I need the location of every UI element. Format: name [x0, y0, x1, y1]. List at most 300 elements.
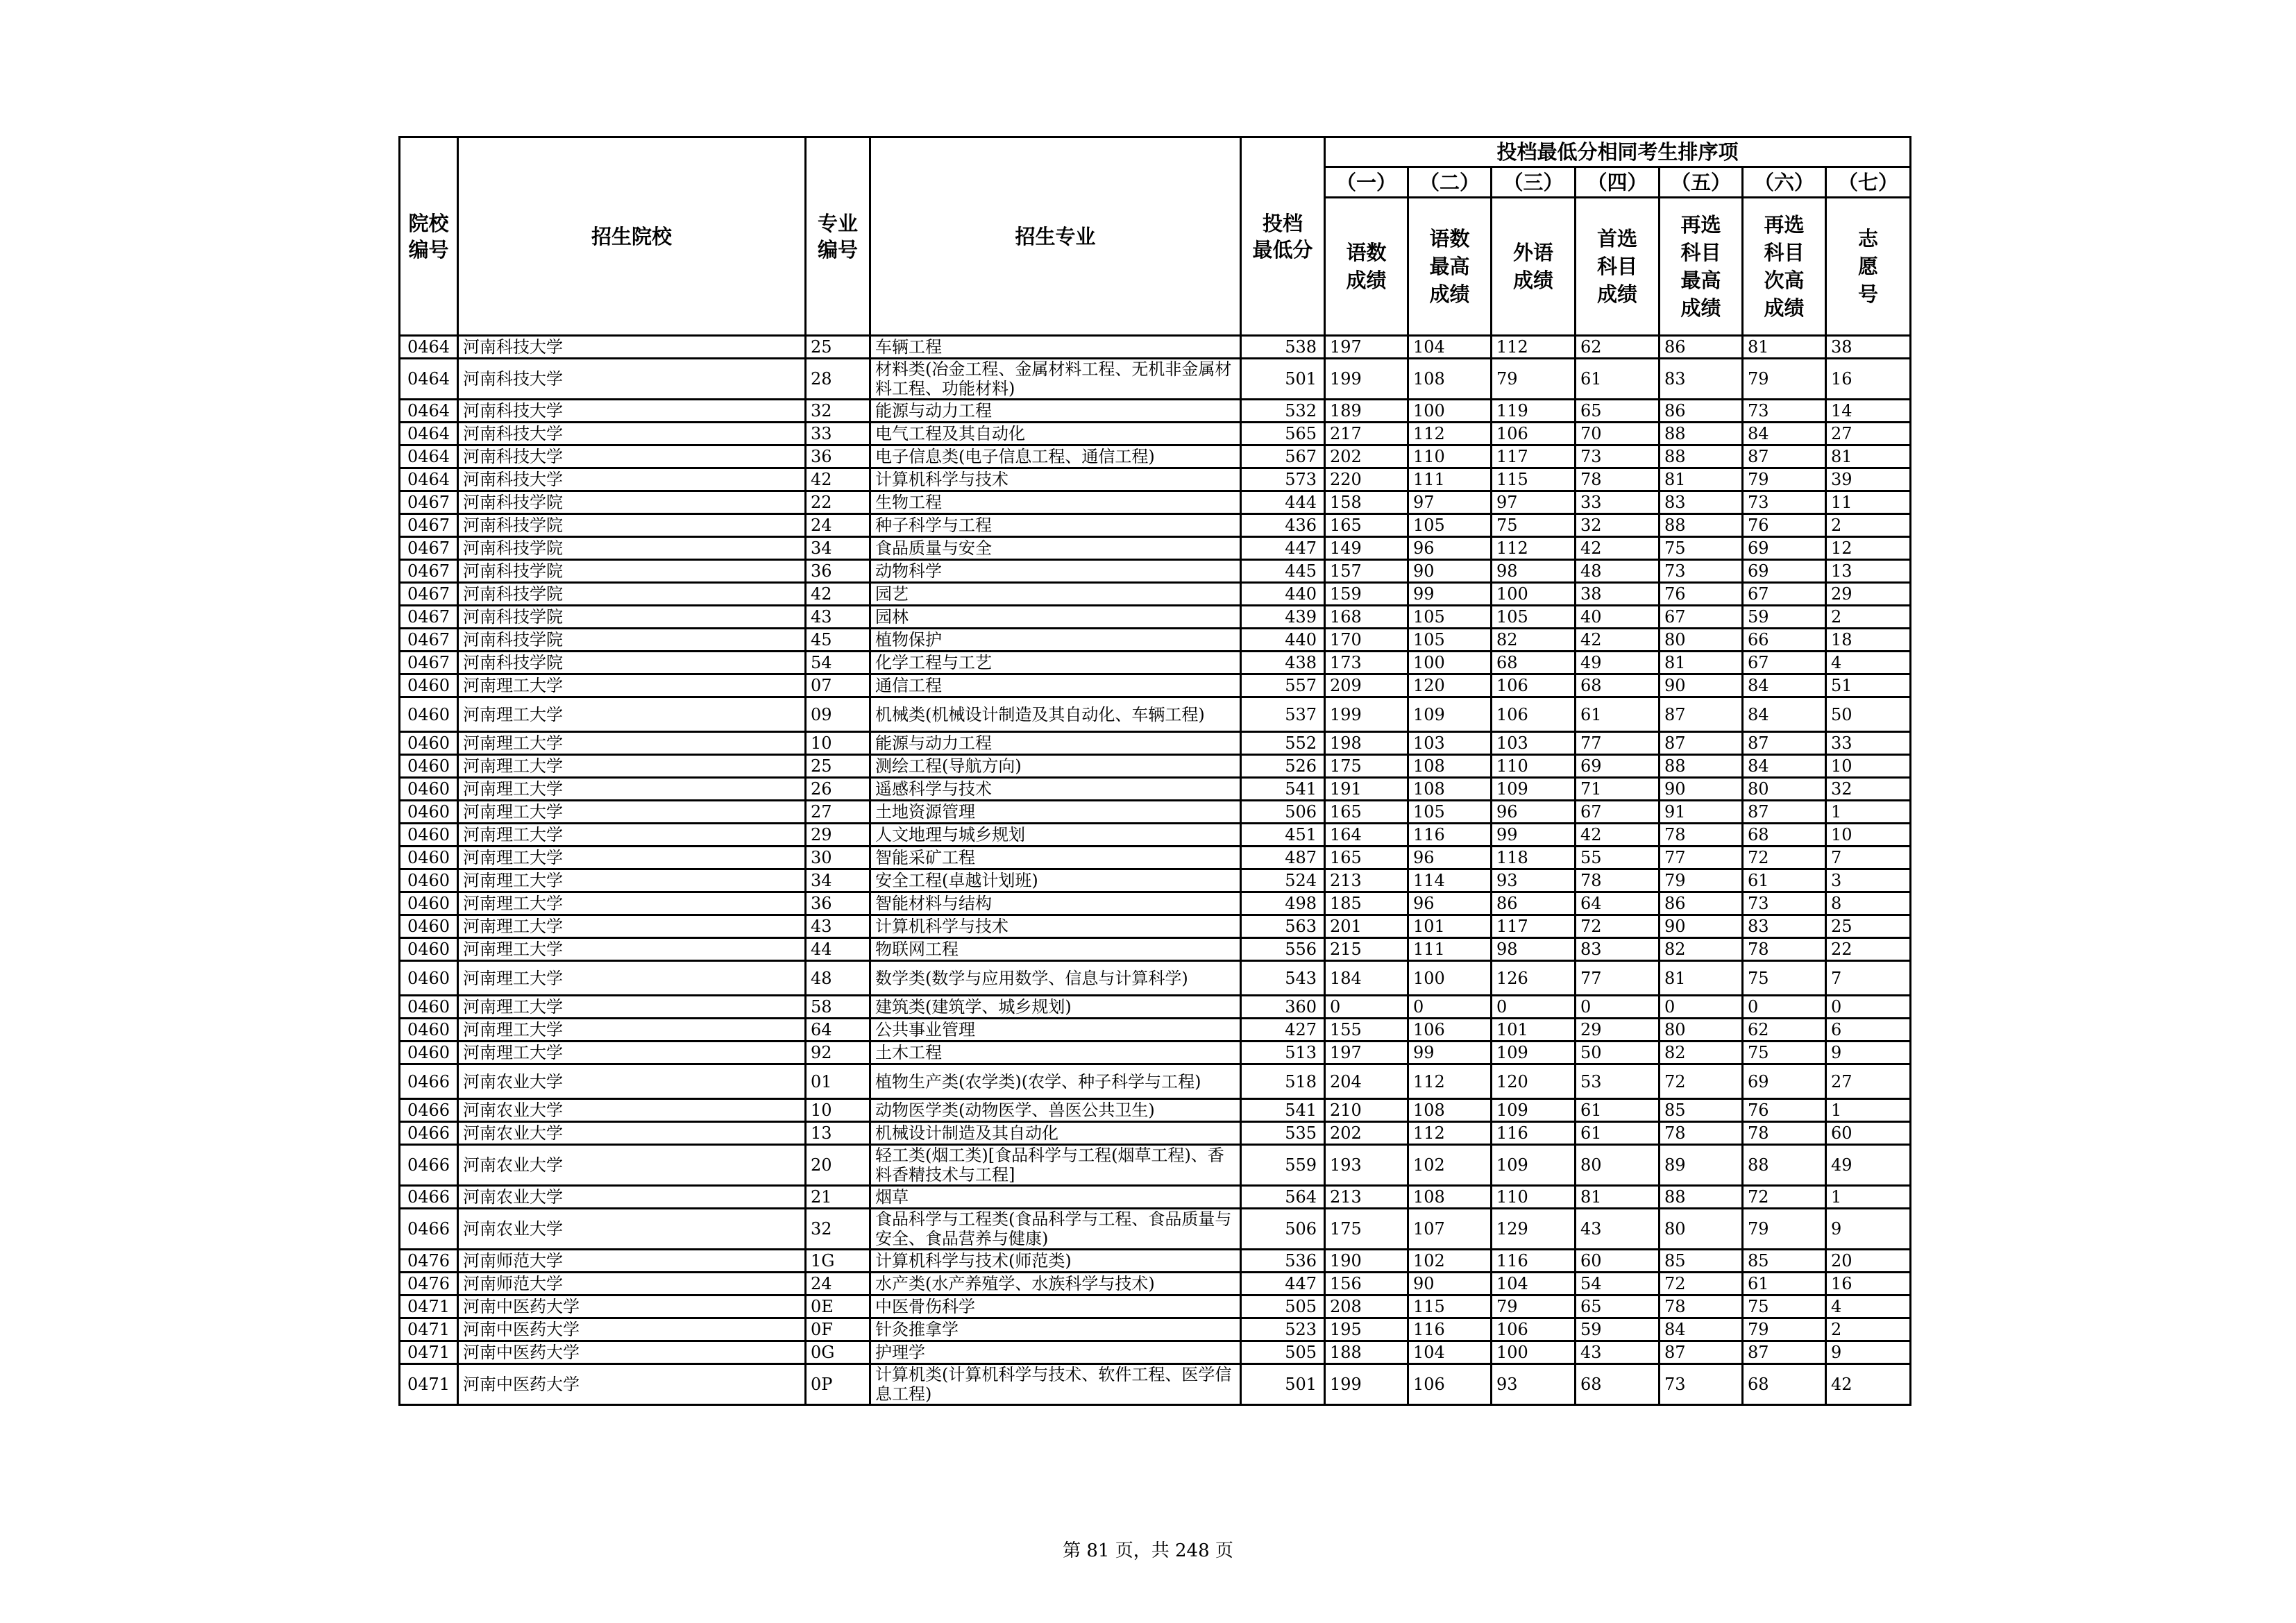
school-name-cell: 河南科技学院 [458, 537, 806, 560]
major-code-cell: 01 [806, 1064, 870, 1099]
major-code-cell: 32 [806, 400, 870, 423]
elective-max-cell: 81 [1660, 961, 1743, 996]
major-name-cell: 中医骨伤科学 [870, 1295, 1241, 1318]
foreign-language-cell: 82 [1492, 629, 1576, 652]
header-criterion-1: 语数 成绩 [1325, 198, 1408, 336]
chinese-math-max-cell: 96 [1408, 847, 1492, 869]
first-subject-cell: 62 [1576, 336, 1660, 359]
foreign-language-cell: 93 [1492, 1364, 1576, 1405]
admission-score-table [398, 136, 1911, 1406]
preference-no-cell: 22 [1826, 938, 1911, 961]
elective-second-cell: 67 [1743, 583, 1826, 606]
foreign-language-cell: 110 [1492, 1186, 1576, 1209]
major-name-cell: 轻工类(烟工类)[食品科学与工程(烟草工程)、香料香精技术与工程] [870, 1145, 1241, 1186]
major-name-cell: 土木工程 [870, 1042, 1241, 1064]
elective-second-cell: 59 [1743, 606, 1826, 629]
first-subject-cell: 0 [1576, 996, 1660, 1019]
min-score-cell: 505 [1241, 1295, 1325, 1318]
chinese-math-max-cell: 112 [1408, 1064, 1492, 1099]
school-name-cell: 河南科技学院 [458, 560, 806, 583]
first-subject-cell: 42 [1576, 629, 1660, 652]
elective-max-cell: 81 [1660, 468, 1743, 491]
preference-no-cell: 4 [1826, 652, 1911, 674]
elective-max-cell: 82 [1660, 938, 1743, 961]
school-name-cell: 河南理工大学 [458, 674, 806, 697]
header-school: 招生院校 [458, 137, 806, 336]
chinese-math-score-cell: 220 [1325, 468, 1408, 491]
elective-second-cell: 79 [1743, 1318, 1826, 1341]
elective-max-cell: 0 [1660, 996, 1743, 1019]
major-code-cell: 27 [806, 801, 870, 824]
school-code-cell: 0460 [400, 869, 458, 892]
elective-second-cell: 72 [1743, 847, 1826, 869]
header-order-5: （五） [1660, 167, 1743, 198]
min-score-cell: 541 [1241, 778, 1325, 801]
min-score-cell: 523 [1241, 1318, 1325, 1341]
major-code-cell: 09 [806, 697, 870, 732]
major-name-cell: 食品质量与安全 [870, 537, 1241, 560]
table-row [400, 1064, 1911, 1099]
major-code-cell: 42 [806, 583, 870, 606]
elective-second-cell: 87 [1743, 445, 1826, 468]
min-score-cell: 537 [1241, 697, 1325, 732]
elective-second-cell: 78 [1743, 1122, 1826, 1145]
min-score-cell: 532 [1241, 400, 1325, 423]
table-row [400, 674, 1911, 697]
elective-max-cell: 86 [1660, 336, 1743, 359]
min-score-cell: 360 [1241, 996, 1325, 1019]
school-code-cell: 0460 [400, 915, 458, 938]
first-subject-cell: 40 [1576, 606, 1660, 629]
table-row [400, 697, 1911, 732]
foreign-language-cell: 116 [1492, 1122, 1576, 1145]
preference-no-cell: 33 [1826, 732, 1911, 755]
min-score-cell: 565 [1241, 423, 1325, 445]
chinese-math-score-cell: 175 [1325, 1209, 1408, 1250]
first-subject-cell: 61 [1576, 697, 1660, 732]
major-code-cell: 36 [806, 445, 870, 468]
school-name-cell: 河南理工大学 [458, 755, 806, 778]
chinese-math-max-cell: 90 [1408, 1273, 1492, 1295]
first-subject-cell: 68 [1576, 1364, 1660, 1405]
elective-max-cell: 78 [1660, 824, 1743, 847]
school-code-cell: 0464 [400, 445, 458, 468]
elective-second-cell: 75 [1743, 1042, 1826, 1064]
min-score-cell: 451 [1241, 824, 1325, 847]
preference-no-cell: 49 [1826, 1145, 1911, 1186]
major-code-cell: 10 [806, 1099, 870, 1122]
chinese-math-score-cell: 199 [1325, 1364, 1408, 1405]
major-code-cell: 20 [806, 1145, 870, 1186]
chinese-math-score-cell: 197 [1325, 1042, 1408, 1064]
min-score-cell: 447 [1241, 1273, 1325, 1295]
preference-no-cell: 6 [1826, 1019, 1911, 1042]
preference-no-cell: 2 [1826, 1318, 1911, 1341]
first-subject-cell: 42 [1576, 537, 1660, 560]
header-criterion-2: 语数 最高 成绩 [1408, 198, 1492, 336]
table-row [400, 824, 1911, 847]
first-subject-cell: 50 [1576, 1042, 1660, 1064]
min-score-cell: 438 [1241, 652, 1325, 674]
chinese-math-score-cell: 213 [1325, 1186, 1408, 1209]
elective-max-cell: 82 [1660, 1042, 1743, 1064]
chinese-math-max-cell: 109 [1408, 697, 1492, 732]
school-code-cell: 0460 [400, 961, 458, 996]
foreign-language-cell: 68 [1492, 652, 1576, 674]
school-name-cell: 河南科技学院 [458, 652, 806, 674]
chinese-math-max-cell: 103 [1408, 732, 1492, 755]
major-name-cell: 公共事业管理 [870, 1019, 1241, 1042]
chinese-math-max-cell: 96 [1408, 537, 1492, 560]
major-name-cell: 能源与动力工程 [870, 732, 1241, 755]
foreign-language-cell: 109 [1492, 1099, 1576, 1122]
school-name-cell: 河南科技大学 [458, 468, 806, 491]
min-score-cell: 487 [1241, 847, 1325, 869]
school-name-cell: 河南农业大学 [458, 1209, 806, 1250]
table-row [400, 400, 1911, 423]
elective-second-cell: 87 [1743, 801, 1826, 824]
preference-no-cell: 7 [1826, 847, 1911, 869]
table-row [400, 423, 1911, 445]
header-criterion-3: 外语 成绩 [1492, 198, 1576, 336]
preference-no-cell: 11 [1826, 491, 1911, 514]
table-row [400, 606, 1911, 629]
major-name-cell: 建筑类(建筑学、城乡规划) [870, 996, 1241, 1019]
min-score-cell: 445 [1241, 560, 1325, 583]
elective-max-cell: 77 [1660, 847, 1743, 869]
major-name-cell: 生物工程 [870, 491, 1241, 514]
header-order-4: （四） [1576, 167, 1660, 198]
elective-max-cell: 88 [1660, 423, 1743, 445]
elective-second-cell: 84 [1743, 423, 1826, 445]
foreign-language-cell: 129 [1492, 1209, 1576, 1250]
preference-no-cell: 12 [1826, 537, 1911, 560]
major-name-cell: 园林 [870, 606, 1241, 629]
preference-no-cell: 8 [1826, 892, 1911, 915]
school-name-cell: 河南科技大学 [458, 445, 806, 468]
major-name-cell: 植物生产类(农学类)(农学、种子科学与工程) [870, 1064, 1241, 1099]
school-name-cell: 河南理工大学 [458, 732, 806, 755]
school-code-cell: 0464 [400, 423, 458, 445]
chinese-math-score-cell: 165 [1325, 847, 1408, 869]
first-subject-cell: 64 [1576, 892, 1660, 915]
school-code-cell: 0464 [400, 400, 458, 423]
page-number: 第 81 页，共 248 页 [1063, 1540, 1233, 1561]
major-code-cell: 24 [806, 514, 870, 537]
foreign-language-cell: 75 [1492, 514, 1576, 537]
chinese-math-max-cell: 100 [1408, 400, 1492, 423]
school-name-cell: 河南理工大学 [458, 961, 806, 996]
elective-second-cell: 75 [1743, 1295, 1826, 1318]
first-subject-cell: 48 [1576, 560, 1660, 583]
chinese-math-max-cell: 0 [1408, 996, 1492, 1019]
school-name-cell: 河南理工大学 [458, 801, 806, 824]
table-row [400, 537, 1911, 560]
chinese-math-max-cell: 108 [1408, 755, 1492, 778]
school-code-cell: 0460 [400, 938, 458, 961]
table-row [400, 892, 1911, 915]
elective-max-cell: 88 [1660, 514, 1743, 537]
chinese-math-score-cell: 149 [1325, 537, 1408, 560]
chinese-math-score-cell: 201 [1325, 915, 1408, 938]
first-subject-cell: 49 [1576, 652, 1660, 674]
elective-second-cell: 87 [1743, 732, 1826, 755]
elective-max-cell: 79 [1660, 869, 1743, 892]
school-code-cell: 0467 [400, 560, 458, 583]
major-code-cell: 0G [806, 1341, 870, 1364]
first-subject-cell: 32 [1576, 514, 1660, 537]
elective-max-cell: 80 [1660, 1209, 1743, 1250]
major-name-cell: 安全工程(卓越计划班) [870, 869, 1241, 892]
elective-second-cell: 79 [1743, 359, 1826, 400]
major-code-cell: 10 [806, 732, 870, 755]
chinese-math-max-cell: 104 [1408, 1341, 1492, 1364]
chinese-math-score-cell: 170 [1325, 629, 1408, 652]
min-score-cell: 526 [1241, 755, 1325, 778]
chinese-math-max-cell: 96 [1408, 892, 1492, 915]
major-name-cell: 计算机科学与技术 [870, 468, 1241, 491]
elective-max-cell: 80 [1660, 1019, 1743, 1042]
table-header [400, 137, 1911, 336]
table-row [400, 755, 1911, 778]
preference-no-cell: 16 [1826, 1273, 1911, 1295]
min-score-cell: 501 [1241, 359, 1325, 400]
school-name-cell: 河南中医药大学 [458, 1295, 806, 1318]
chinese-math-score-cell: 215 [1325, 938, 1408, 961]
preference-no-cell: 81 [1826, 445, 1911, 468]
major-code-cell: 13 [806, 1122, 870, 1145]
school-name-cell: 河南科技学院 [458, 606, 806, 629]
major-code-cell: 25 [806, 336, 870, 359]
chinese-math-max-cell: 102 [1408, 1145, 1492, 1186]
elective-second-cell: 69 [1743, 537, 1826, 560]
foreign-language-cell: 118 [1492, 847, 1576, 869]
elective-max-cell: 78 [1660, 1295, 1743, 1318]
min-score-cell: 541 [1241, 1099, 1325, 1122]
major-code-cell: 32 [806, 1209, 870, 1250]
major-code-cell: 45 [806, 629, 870, 652]
preference-no-cell: 13 [1826, 560, 1911, 583]
chinese-math-score-cell: 156 [1325, 1273, 1408, 1295]
elective-second-cell: 73 [1743, 400, 1826, 423]
major-name-cell: 植物保护 [870, 629, 1241, 652]
min-score-cell: 564 [1241, 1186, 1325, 1209]
min-score-cell: 440 [1241, 583, 1325, 606]
school-name-cell: 河南农业大学 [458, 1064, 806, 1099]
school-code-cell: 0466 [400, 1099, 458, 1122]
chinese-math-max-cell: 115 [1408, 1295, 1492, 1318]
major-code-cell: 29 [806, 824, 870, 847]
chinese-math-max-cell: 101 [1408, 915, 1492, 938]
major-name-cell: 针灸推拿学 [870, 1318, 1241, 1341]
major-name-cell: 机械类(机械设计制造及其自动化、车辆工程) [870, 697, 1241, 732]
chinese-math-max-cell: 105 [1408, 606, 1492, 629]
table-row [400, 1042, 1911, 1064]
first-subject-cell: 78 [1576, 468, 1660, 491]
school-name-cell: 河南理工大学 [458, 778, 806, 801]
table-row [400, 801, 1911, 824]
major-code-cell: 30 [806, 847, 870, 869]
preference-no-cell: 4 [1826, 1295, 1911, 1318]
school-code-cell: 0467 [400, 606, 458, 629]
header-order-3: （三） [1492, 167, 1576, 198]
first-subject-cell: 69 [1576, 755, 1660, 778]
chinese-math-max-cell: 106 [1408, 1019, 1492, 1042]
chinese-math-max-cell: 108 [1408, 778, 1492, 801]
foreign-language-cell: 79 [1492, 1295, 1576, 1318]
major-name-cell: 护理学 [870, 1341, 1241, 1364]
major-name-cell: 电气工程及其自动化 [870, 423, 1241, 445]
preference-no-cell: 50 [1826, 697, 1911, 732]
preference-no-cell: 32 [1826, 778, 1911, 801]
min-score-cell: 513 [1241, 1042, 1325, 1064]
foreign-language-cell: 106 [1492, 674, 1576, 697]
school-name-cell: 河南农业大学 [458, 1122, 806, 1145]
school-name-cell: 河南科技学院 [458, 514, 806, 537]
school-code-cell: 0471 [400, 1295, 458, 1318]
min-score-cell: 501 [1241, 1364, 1325, 1405]
school-code-cell: 0460 [400, 892, 458, 915]
table-row [400, 1019, 1911, 1042]
chinese-math-max-cell: 104 [1408, 336, 1492, 359]
elective-max-cell: 90 [1660, 915, 1743, 938]
chinese-math-max-cell: 106 [1408, 1364, 1492, 1405]
table-row [400, 468, 1911, 491]
header-major: 招生专业 [870, 137, 1241, 336]
foreign-language-cell: 79 [1492, 359, 1576, 400]
major-code-cell: 54 [806, 652, 870, 674]
table-row [400, 1341, 1911, 1364]
major-code-cell: 21 [806, 1186, 870, 1209]
school-name-cell: 河南理工大学 [458, 869, 806, 892]
major-code-cell: 36 [806, 560, 870, 583]
first-subject-cell: 61 [1576, 1122, 1660, 1145]
chinese-math-max-cell: 114 [1408, 869, 1492, 892]
foreign-language-cell: 110 [1492, 755, 1576, 778]
min-score-cell: 567 [1241, 445, 1325, 468]
major-code-cell: 42 [806, 468, 870, 491]
school-name-cell: 河南理工大学 [458, 996, 806, 1019]
school-name-cell: 河南理工大学 [458, 847, 806, 869]
first-subject-cell: 54 [1576, 1273, 1660, 1295]
major-name-cell: 动物医学类(动物医学、兽医公共卫生) [870, 1099, 1241, 1122]
chinese-math-max-cell: 105 [1408, 629, 1492, 652]
min-score-cell: 559 [1241, 1145, 1325, 1186]
min-score-cell: 498 [1241, 892, 1325, 915]
preference-no-cell: 7 [1826, 961, 1911, 996]
elective-max-cell: 83 [1660, 359, 1743, 400]
elective-max-cell: 76 [1660, 583, 1743, 606]
chinese-math-score-cell: 165 [1325, 514, 1408, 537]
foreign-language-cell: 115 [1492, 468, 1576, 491]
school-name-cell: 河南农业大学 [458, 1145, 806, 1186]
elective-second-cell: 73 [1743, 892, 1826, 915]
foreign-language-cell: 86 [1492, 892, 1576, 915]
table-row [400, 1318, 1911, 1341]
school-name-cell: 河南科技大学 [458, 400, 806, 423]
chinese-math-score-cell: 173 [1325, 652, 1408, 674]
table-row [400, 938, 1911, 961]
header-tie-break-title: 投档最低分相同考生排序项 [1325, 137, 1911, 167]
elective-max-cell: 87 [1660, 697, 1743, 732]
major-name-cell: 遥感科学与技术 [870, 778, 1241, 801]
first-subject-cell: 42 [1576, 824, 1660, 847]
major-name-cell: 人文地理与城乡规划 [870, 824, 1241, 847]
chinese-math-max-cell: 111 [1408, 938, 1492, 961]
school-name-cell: 河南理工大学 [458, 1019, 806, 1042]
school-code-cell: 0467 [400, 491, 458, 514]
major-name-cell: 智能材料与结构 [870, 892, 1241, 915]
major-code-cell: 34 [806, 869, 870, 892]
elective-second-cell: 69 [1743, 560, 1826, 583]
school-name-cell: 河南理工大学 [458, 697, 806, 732]
chinese-math-score-cell: 184 [1325, 961, 1408, 996]
school-code-cell: 0466 [400, 1064, 458, 1099]
preference-no-cell: 39 [1826, 468, 1911, 491]
major-code-cell: 92 [806, 1042, 870, 1064]
chinese-math-max-cell: 105 [1408, 514, 1492, 537]
table-row [400, 1273, 1911, 1295]
chinese-math-score-cell: 188 [1325, 1341, 1408, 1364]
school-name-cell: 河南农业大学 [458, 1186, 806, 1209]
major-name-cell: 车辆工程 [870, 336, 1241, 359]
preference-no-cell: 42 [1826, 1364, 1911, 1405]
table-row [400, 629, 1911, 652]
chinese-math-max-cell: 111 [1408, 468, 1492, 491]
elective-second-cell: 69 [1743, 1064, 1826, 1099]
chinese-math-score-cell: 190 [1325, 1250, 1408, 1273]
table-row [400, 1209, 1911, 1250]
preference-no-cell: 14 [1826, 400, 1911, 423]
preference-no-cell: 10 [1826, 755, 1911, 778]
school-code-cell: 0460 [400, 732, 458, 755]
elective-max-cell: 81 [1660, 652, 1743, 674]
elective-second-cell: 61 [1743, 869, 1826, 892]
school-name-cell: 河南科技大学 [458, 336, 806, 359]
major-name-cell: 材料类(冶金工程、金属材料工程、无机非金属材料工程、功能材料) [870, 359, 1241, 400]
foreign-language-cell: 99 [1492, 824, 1576, 847]
elective-max-cell: 80 [1660, 629, 1743, 652]
table-body [400, 336, 1911, 1405]
major-name-cell: 土地资源管理 [870, 801, 1241, 824]
major-name-cell: 食品科学与工程类(食品科学与工程、食品质量与安全、食品营养与健康) [870, 1209, 1241, 1250]
chinese-math-score-cell: 159 [1325, 583, 1408, 606]
chinese-math-score-cell: 213 [1325, 869, 1408, 892]
school-code-cell: 0467 [400, 583, 458, 606]
min-score-cell: 557 [1241, 674, 1325, 697]
foreign-language-cell: 117 [1492, 915, 1576, 938]
first-subject-cell: 43 [1576, 1341, 1660, 1364]
elective-second-cell: 84 [1743, 755, 1826, 778]
school-code-cell: 0464 [400, 336, 458, 359]
header-school-code: 院校 编号 [400, 137, 458, 336]
major-name-cell: 智能采矿工程 [870, 847, 1241, 869]
major-name-cell: 通信工程 [870, 674, 1241, 697]
school-code-cell: 0466 [400, 1209, 458, 1250]
chinese-math-max-cell: 108 [1408, 359, 1492, 400]
preference-no-cell: 10 [1826, 824, 1911, 847]
major-name-cell: 化学工程与工艺 [870, 652, 1241, 674]
foreign-language-cell: 96 [1492, 801, 1576, 824]
table-row [400, 778, 1911, 801]
elective-max-cell: 83 [1660, 491, 1743, 514]
min-score-cell: 506 [1241, 801, 1325, 824]
elective-second-cell: 72 [1743, 1186, 1826, 1209]
min-score-cell: 440 [1241, 629, 1325, 652]
major-code-cell: 44 [806, 938, 870, 961]
first-subject-cell: 70 [1576, 423, 1660, 445]
chinese-math-max-cell: 120 [1408, 674, 1492, 697]
